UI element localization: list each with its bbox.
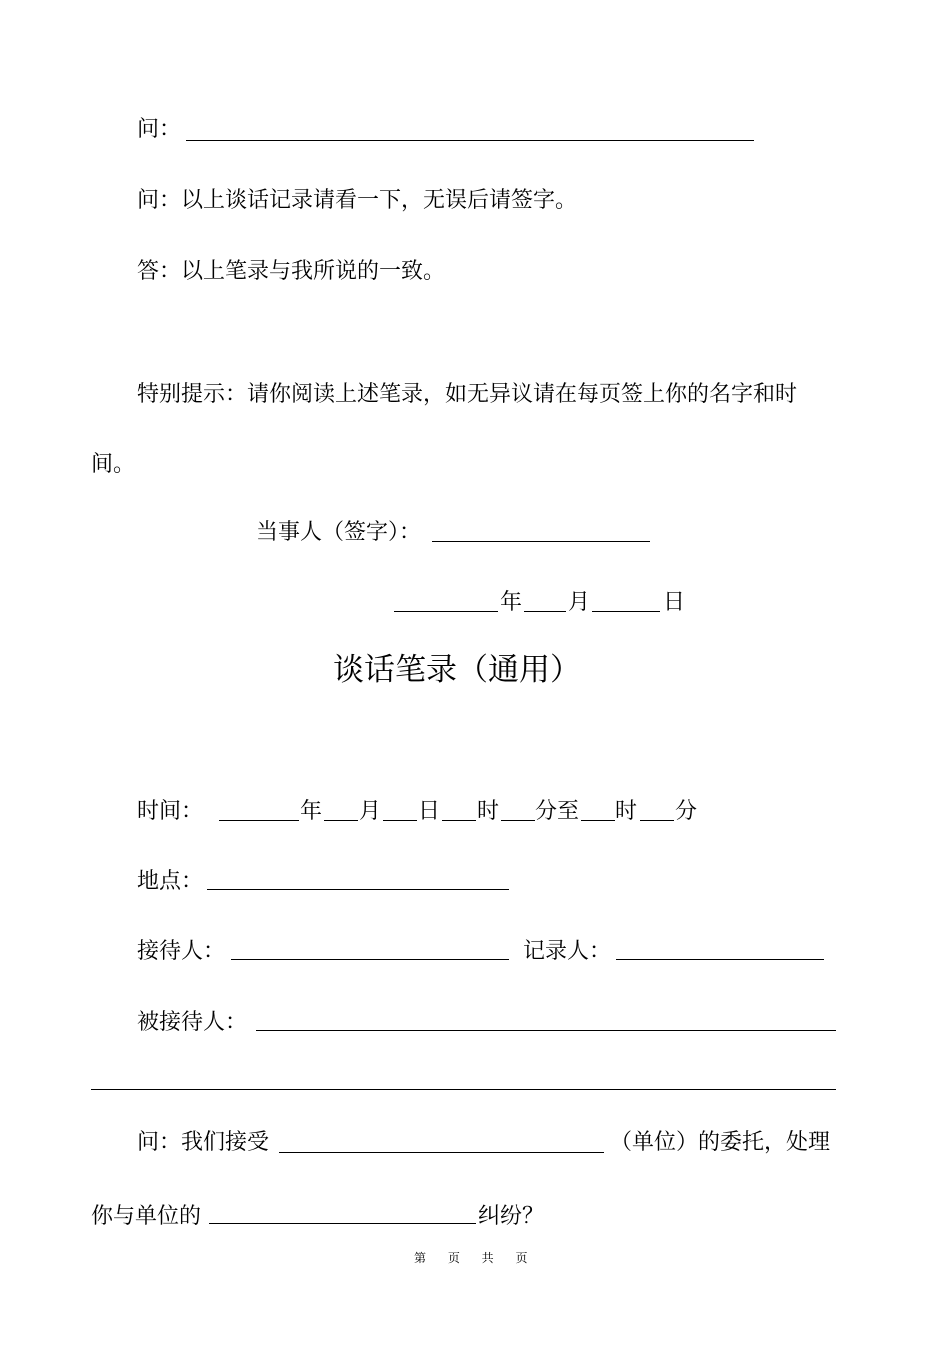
time-year-blank[interactable] <box>219 820 299 821</box>
q1-dispute-blank[interactable] <box>209 1223 476 1224</box>
time-label: 时间： <box>137 799 204 824</box>
notice-line-1: 特别提示：请你阅读上述笔录，如无异议请在每页签上你的名字和时 <box>137 382 798 407</box>
time-hour-end-unit: 时 <box>615 799 638 824</box>
q1-text-start: 问：我们接受 <box>137 1130 270 1155</box>
time-minute-start-blank[interactable] <box>501 820 535 821</box>
notice-line-2: 间。 <box>91 452 136 477</box>
question-read-record: 问：以上谈话记录请看一下，无误后请签字。 <box>137 188 578 213</box>
sign-day-blank[interactable] <box>592 611 660 612</box>
time-hour-start-blank[interactable] <box>442 820 476 821</box>
q1-text-unit: （单位）的委托，处理 <box>610 1130 831 1155</box>
time-day-blank[interactable] <box>383 820 417 821</box>
interviewee-blank[interactable] <box>256 1030 836 1031</box>
time-month-blank[interactable] <box>324 820 358 821</box>
location-label: 地点： <box>137 869 204 894</box>
sign-month-unit: 月 <box>568 590 591 615</box>
answer-blank-line[interactable] <box>186 140 754 141</box>
q1-unit-blank[interactable] <box>279 1152 604 1153</box>
answer-consistent: 答：以上笔录与我所说的一致。 <box>137 259 446 284</box>
interviewee-label: 被接待人： <box>137 1010 248 1035</box>
party-signature-label: 当事人（签字）： <box>256 520 422 545</box>
receiver-label: 接待人： <box>137 939 226 964</box>
time-month-unit: 月 <box>359 799 382 824</box>
interviewee-blank-continued[interactable] <box>91 1089 836 1090</box>
time-minute-end-unit: 分 <box>675 799 698 824</box>
recorder-label: 记录人： <box>523 939 612 964</box>
time-minute-start-unit: 分至 <box>535 799 580 824</box>
sign-year-blank[interactable] <box>394 611 498 612</box>
recorder-blank[interactable] <box>616 959 824 960</box>
receiver-blank[interactable] <box>231 959 509 960</box>
page-number-footer: 第 页 共 页 <box>414 1251 537 1265</box>
q1-text-dispute-start: 你与单位的 <box>91 1204 202 1229</box>
q1-text-dispute-end: 纠纷？ <box>478 1204 545 1229</box>
sign-day-unit: 日 <box>663 590 686 615</box>
time-minute-end-blank[interactable] <box>640 820 674 821</box>
time-hour-end-blank[interactable] <box>581 820 615 821</box>
time-day-unit: 日 <box>418 799 441 824</box>
question-label: 问： <box>137 117 182 142</box>
form-title: 谈话笔录（通用） <box>333 652 581 688</box>
sign-month-blank[interactable] <box>524 611 566 612</box>
party-signature-line[interactable] <box>432 541 650 542</box>
location-blank[interactable] <box>207 889 509 890</box>
sign-year-unit: 年 <box>500 590 523 615</box>
time-year-unit: 年 <box>300 799 323 824</box>
time-hour-start-unit: 时 <box>477 799 500 824</box>
